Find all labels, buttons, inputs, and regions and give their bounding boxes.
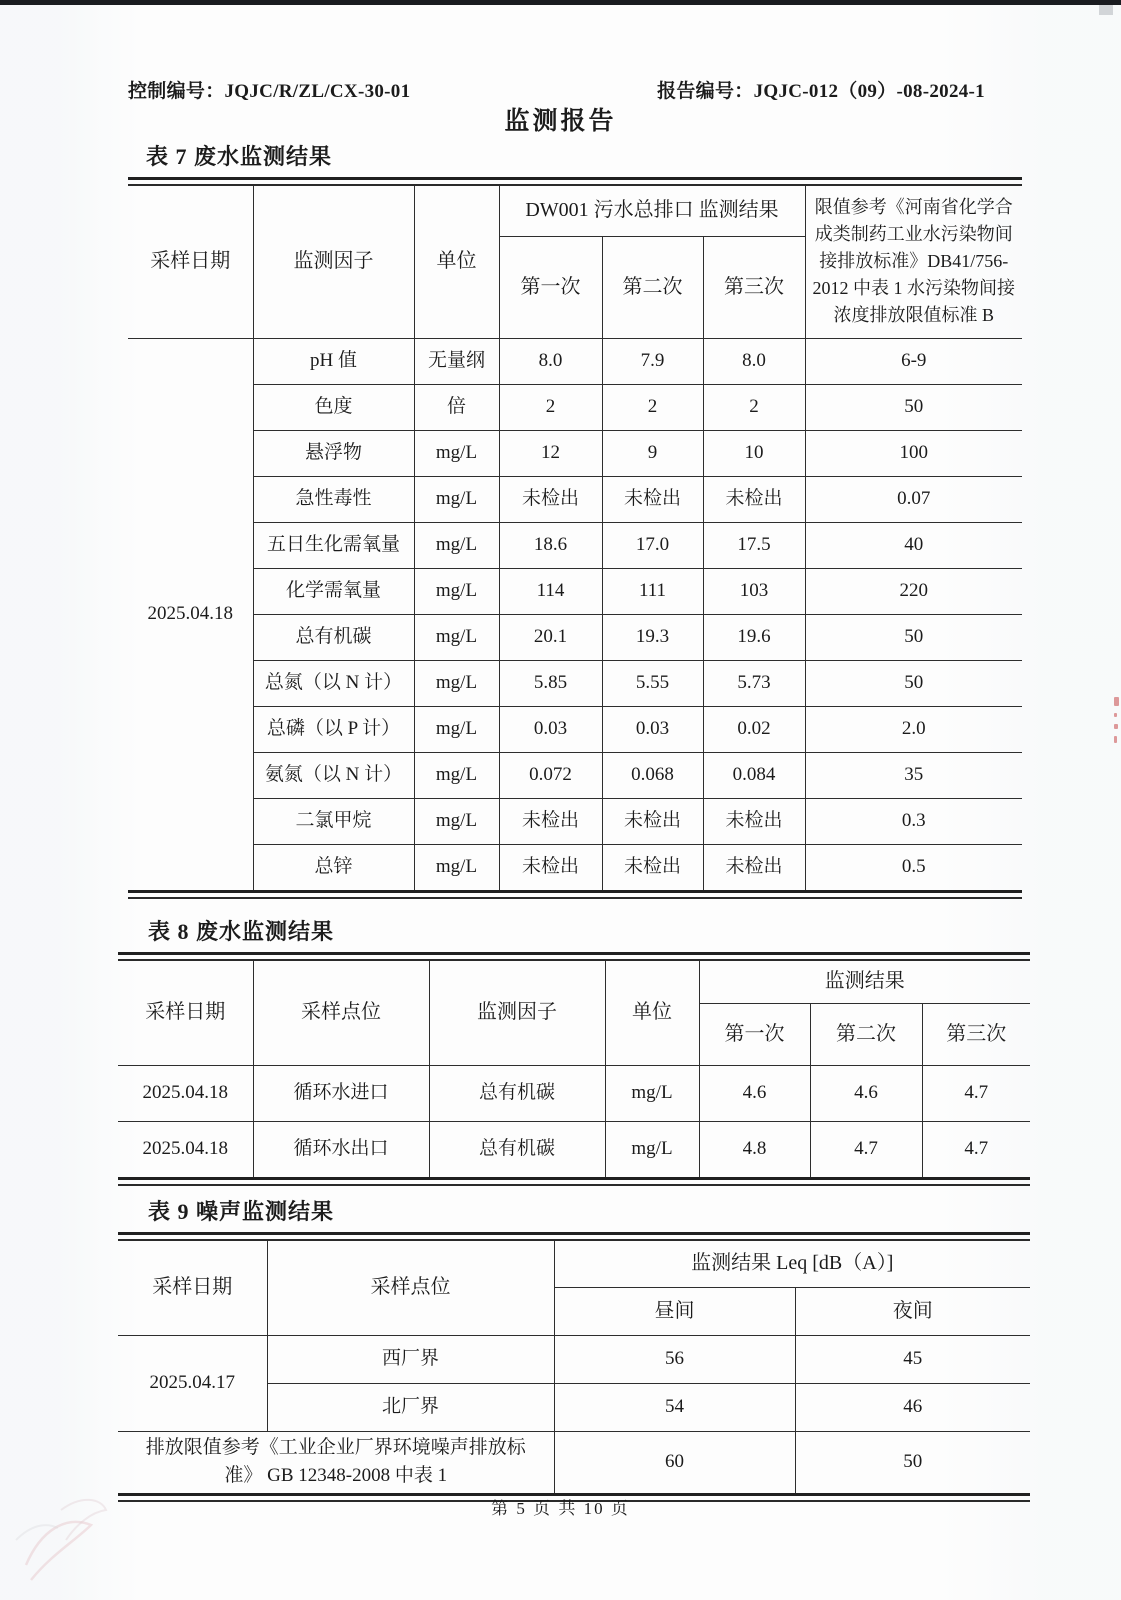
- cell-unit: 倍: [414, 384, 499, 430]
- cell-unit: mg/L: [414, 614, 499, 660]
- cell-v2: 9: [602, 430, 703, 476]
- control-number: 控制编号：JQJC/R/ZL/CX-30-01: [128, 81, 411, 102]
- cell-limit: 2.0: [805, 706, 1022, 752]
- cell-v3: 10: [703, 430, 805, 476]
- cell-v2: 未检出: [602, 844, 703, 890]
- cell-unit: mg/L: [414, 430, 499, 476]
- cell-factor: 悬浮物: [253, 430, 414, 476]
- table-row: [128, 844, 1022, 890]
- report-number: 报告编号：JQJC-012（09）-08-2024-1: [657, 81, 985, 102]
- cell-factor: 色度: [253, 384, 414, 430]
- report-title: 监测报告: [504, 108, 617, 135]
- table-row: [128, 338, 1022, 384]
- table-row: [128, 752, 1022, 798]
- cell-v3: 2: [703, 384, 805, 430]
- table7-bottom-rule: [128, 890, 1022, 899]
- cell-night: 45: [795, 1335, 1030, 1383]
- table9-top-rule: [118, 1232, 1030, 1241]
- cell-limit: 0.3: [805, 798, 1022, 844]
- cell-v1: 8.0: [499, 338, 602, 384]
- cell-v1: 12: [499, 430, 602, 476]
- col-header-second: 第二次: [810, 1003, 922, 1065]
- table9-caption: 表 9 噪声监测结果: [148, 1199, 335, 1224]
- cell-factor: 总有机碳: [429, 1121, 605, 1177]
- cell-day: 56: [554, 1335, 795, 1383]
- cell-limit: 50: [805, 660, 1022, 706]
- cell-unit: mg/L: [414, 568, 499, 614]
- table7-top-rule: [128, 177, 1022, 186]
- table-row: [128, 614, 1022, 660]
- cell-v1: 2: [499, 384, 602, 430]
- cell-point: 北厂界: [267, 1383, 554, 1431]
- red-ink-bleed-marks: [1112, 690, 1120, 770]
- cell-unit: mg/L: [605, 1121, 699, 1177]
- col-header-second: 第二次: [602, 236, 703, 338]
- scan-edge-strip: [0, 0, 1121, 5]
- cell-v3: 4.7: [922, 1121, 1030, 1177]
- cell-v3: 未检出: [703, 476, 805, 522]
- cell-factor: 总氮（以 N 计）: [253, 660, 414, 706]
- table-row: [128, 384, 1022, 430]
- pencil-scribble-artifact: [6, 1470, 156, 1590]
- table7-wastewater-results: [128, 186, 1022, 890]
- cell-limit: 6-9: [805, 338, 1022, 384]
- table-row: [118, 1121, 1030, 1177]
- table-row: [128, 476, 1022, 522]
- table8-bottom-rule: [118, 1177, 1030, 1186]
- cell-v2: 111: [602, 568, 703, 614]
- table-row: [128, 568, 1022, 614]
- cell-unit: mg/L: [414, 844, 499, 890]
- cell-factor: pH 值: [253, 338, 414, 384]
- col-header-point: 采样点位: [253, 961, 429, 1065]
- table7-header-row-1: [128, 186, 1022, 236]
- cell-v1: 未检出: [499, 798, 602, 844]
- cell-unit: mg/L: [605, 1065, 699, 1121]
- cell-v2: 2: [602, 384, 703, 430]
- cell-v1: 未检出: [499, 844, 602, 890]
- cell-limit: 0.5: [805, 844, 1022, 890]
- table9-limit-row: [118, 1431, 1030, 1493]
- cell-factor: 总磷（以 P 计）: [253, 706, 414, 752]
- col-header-factor: 监测因子: [429, 961, 605, 1065]
- scan-corner-artifact: [1099, 5, 1113, 15]
- col-header-unit: 单位: [414, 186, 499, 338]
- cell-v1: 0.072: [499, 752, 602, 798]
- col-header-limit: 限值参考《河南省化学合成类制药工业水污染物间接排放标准》DB41/756-2012 中表 1 水污染物间接浓度排放限值标准 B: [805, 186, 1022, 338]
- col-header-date: 采样日期: [118, 1241, 267, 1335]
- cell-day-limit: 60: [554, 1431, 795, 1493]
- cell-v3: 19.6: [703, 614, 805, 660]
- cell-night-limit: 50: [795, 1431, 1030, 1493]
- cell-factor: 氨氮（以 N 计）: [253, 752, 414, 798]
- table8-caption: 表 8 废水监测结果: [148, 919, 335, 944]
- cell-v3: 8.0: [703, 338, 805, 384]
- cell-v3: 103: [703, 568, 805, 614]
- cell-unit: 无量纲: [414, 338, 499, 384]
- col-header-date: 采样日期: [118, 961, 253, 1065]
- cell-v2: 5.55: [602, 660, 703, 706]
- cell-v2: 未检出: [602, 798, 703, 844]
- cell-v1: 20.1: [499, 614, 602, 660]
- col-header-first: 第一次: [699, 1003, 810, 1065]
- cell-unit: mg/L: [414, 752, 499, 798]
- cell-limit-reference: 排放限值参考《工业企业厂界环境噪声排放标准》 GB 12348-2008 中表 1: [118, 1431, 554, 1493]
- cell-v3: 0.084: [703, 752, 805, 798]
- col-header-night: 夜间: [795, 1287, 1030, 1335]
- cell-factor: 总锌: [253, 844, 414, 890]
- cell-v1: 4.6: [699, 1065, 810, 1121]
- cell-limit: 35: [805, 752, 1022, 798]
- cell-v3: 未检出: [703, 844, 805, 890]
- table8-header-row-1: [118, 961, 1030, 1003]
- cell-v2: 17.0: [602, 522, 703, 568]
- cell-v2: 7.9: [602, 338, 703, 384]
- table8-wastewater-results: [118, 961, 1030, 1177]
- table8-section: [118, 915, 1030, 1186]
- cell-limit: 50: [805, 614, 1022, 660]
- cell-v3: 0.02: [703, 706, 805, 752]
- cell-limit: 220: [805, 568, 1022, 614]
- table7-section: [128, 140, 1022, 899]
- cell-v1: 未检出: [499, 476, 602, 522]
- cell-v3: 5.73: [703, 660, 805, 706]
- cell-sample-date: 2025.04.17: [118, 1335, 267, 1431]
- cell-sample-date: 2025.04.18: [118, 1065, 253, 1121]
- col-header-result-group: 监测结果: [699, 961, 1030, 1003]
- cell-v1: 18.6: [499, 522, 602, 568]
- cell-v1: 0.03: [499, 706, 602, 752]
- col-header-result-group: 监测结果 Leq [dB（A）]: [554, 1241, 1030, 1287]
- col-header-factor: 监测因子: [253, 186, 414, 338]
- cell-limit: 0.07: [805, 476, 1022, 522]
- cell-factor: 总有机碳: [253, 614, 414, 660]
- col-header-result-group: DW001 污水总排口 监测结果: [499, 186, 805, 236]
- cell-v3: 4.7: [922, 1065, 1030, 1121]
- cell-limit: 50: [805, 384, 1022, 430]
- col-header-unit: 单位: [605, 961, 699, 1065]
- cell-v2: 19.3: [602, 614, 703, 660]
- table9-header-row-1: [118, 1241, 1030, 1287]
- cell-point: 循环水进口: [253, 1065, 429, 1121]
- cell-v1: 114: [499, 568, 602, 614]
- cell-v3: 17.5: [703, 522, 805, 568]
- table9-section: [118, 1195, 1030, 1502]
- col-header-third: 第三次: [703, 236, 805, 338]
- cell-day: 54: [554, 1383, 795, 1431]
- cell-night: 46: [795, 1383, 1030, 1431]
- table-row: [128, 706, 1022, 752]
- table7-caption: 表 7 废水监测结果: [146, 144, 333, 169]
- table-row: [118, 1065, 1030, 1121]
- cell-v2: 0.068: [602, 752, 703, 798]
- table9-noise-results: [118, 1241, 1030, 1493]
- cell-v2: 4.7: [810, 1121, 922, 1177]
- cell-point: 循环水出口: [253, 1121, 429, 1177]
- cell-factor: 化学需氧量: [253, 568, 414, 614]
- table-row: [118, 1335, 1030, 1383]
- cell-unit: mg/L: [414, 476, 499, 522]
- cell-factor: 急性毒性: [253, 476, 414, 522]
- col-header-date: 采样日期: [128, 186, 253, 338]
- cell-unit: mg/L: [414, 706, 499, 752]
- cell-v1: 5.85: [499, 660, 602, 706]
- cell-sample-date: 2025.04.18: [118, 1121, 253, 1177]
- table-row: [128, 430, 1022, 476]
- table8-top-rule: [118, 952, 1030, 961]
- table-row: [128, 798, 1022, 844]
- table-row: [128, 522, 1022, 568]
- cell-v2: 未检出: [602, 476, 703, 522]
- cell-limit: 100: [805, 430, 1022, 476]
- table-row: [128, 660, 1022, 706]
- cell-v3: 未检出: [703, 798, 805, 844]
- cell-factor: 五日生化需氧量: [253, 522, 414, 568]
- cell-unit: mg/L: [414, 522, 499, 568]
- col-header-point: 采样点位: [267, 1241, 554, 1335]
- cell-v2: 0.03: [602, 706, 703, 752]
- document-meta-row: [128, 76, 985, 103]
- cell-point: 西厂界: [267, 1335, 554, 1383]
- cell-factor: 二氯甲烷: [253, 798, 414, 844]
- cell-factor: 总有机碳: [429, 1065, 605, 1121]
- cell-sample-date: 2025.04.18: [128, 338, 253, 890]
- page-number: 第 5 页 共 10 页: [491, 1499, 630, 1518]
- cell-unit: mg/L: [414, 660, 499, 706]
- col-header-first: 第一次: [499, 236, 602, 338]
- cell-unit: mg/L: [414, 798, 499, 844]
- cell-limit: 40: [805, 522, 1022, 568]
- col-header-third: 第三次: [922, 1003, 1030, 1065]
- cell-v1: 4.8: [699, 1121, 810, 1177]
- col-header-day: 昼间: [554, 1287, 795, 1335]
- cell-v2: 4.6: [810, 1065, 922, 1121]
